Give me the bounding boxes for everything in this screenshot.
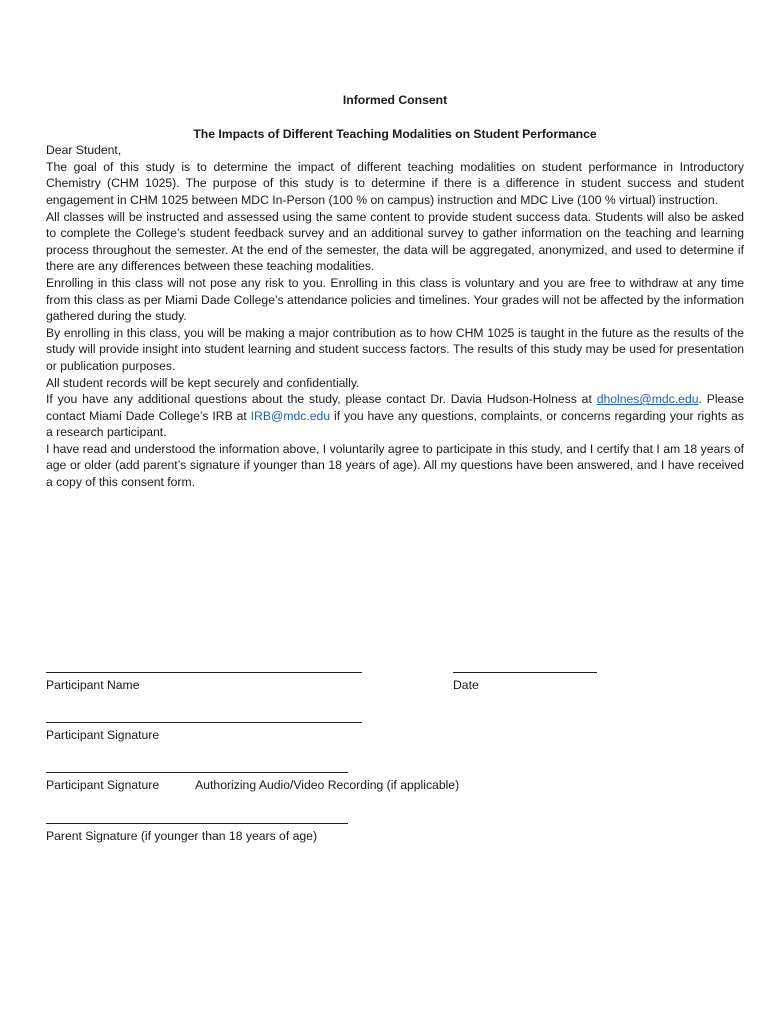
av-recording-label: Authorizing Audio/Video Recording (if applicable) — [195, 778, 460, 792]
parent-signature-field[interactable] — [46, 811, 348, 844]
risk-paragraph: Enrolling in this class will not pose any risk to you. Enrolling in this class is voluntary and you are free to withdraw at any time from this class as per Miami Dade College’s attendance policies and timelines. Your grades will not be affected by the information gathered during the study. — [46, 275, 744, 324]
salutation: Dear Student, — [46, 143, 122, 158]
study-goal-paragraph: The goal of this study is to determine the impact of different teaching modalities on student performance in Introductory Chemistry (CHM 1025). The purpose of this study is to determine if there is a difference in student success and student engagement in CHM 1025 between MDC In-Person (100 % on campus) instruction and MDC Live (100 % virtual) instruction. — [46, 159, 744, 207]
document-subtitle: The Impacts of Different Teaching Modalities on Student Performance — [193, 126, 597, 141]
participant-name-field[interactable] — [46, 660, 362, 693]
contact-text-2: . Please contact Miami Dade College’s IRB at — [46, 392, 744, 423]
parent-signature-label: Parent Signature (if younger than 18 years of age) — [46, 829, 317, 843]
parent-signature-line[interactable] — [46, 811, 348, 824]
email-link-dholnes[interactable]: dholnes@mdc.edu — [596, 392, 699, 407]
document-title: Informed Consent — [342, 93, 448, 107]
av-recording-signature-line[interactable] — [46, 760, 348, 773]
date-label: Date — [453, 678, 479, 692]
contact-paragraph — [46, 391, 744, 441]
participant-name-label: Participant Name — [46, 678, 140, 692]
date-field[interactable] — [453, 660, 597, 693]
participant-signature-field[interactable] — [46, 710, 362, 743]
participant-signature-label: Participant Signature — [46, 728, 160, 742]
contact-text-3: if you have any questions, complaints, or concerns regarding your rights as a research participant. — [46, 408, 744, 440]
email-link-irb[interactable]: IRB@mdc.edu — [250, 408, 331, 423]
records-paragraph: All student records will be kept securely and confidentially. — [46, 375, 360, 390]
av-recording-signature-field[interactable] — [46, 760, 460, 793]
participant-name-line[interactable] — [46, 660, 362, 673]
consent-paragraph: I have read and understood the information above, I voluntarily agree to participate in this study, and I certify that I am 18 years of age or older (add parent’s signature if younger than 18 years of age). All my questions have been answered, and I have received a copy of this consent form. — [46, 441, 744, 490]
date-line[interactable] — [453, 660, 597, 673]
contact-text-1: If you have any additional questions about the study, please contact Dr. Davia Hudson-Holness at — [46, 392, 597, 407]
classes-paragraph: All classes will be instructed and assessed using the same content to provide student success data. Students will also be asked to complete the College’s student feedback survey and an additional survey to gather information on the teaching and learning process throughout the semester. At the end of the semester, the data will be aggregated, anonymized, and used to determine if there are any differences between these teaching modalities. — [46, 209, 744, 274]
contribution-paragraph: By enrolling in this class, you will be making a major contribution as to how CHM 1025 is taught in the future as the results of the study will provide insight into student learning and student success factors. The results of this study may be used for presentation or publication purposes. — [46, 325, 744, 373]
consent-document — [46, 92, 744, 491]
av-participant-signature-label: Participant Signature — [46, 778, 160, 792]
participant-signature-line[interactable] — [46, 710, 362, 723]
